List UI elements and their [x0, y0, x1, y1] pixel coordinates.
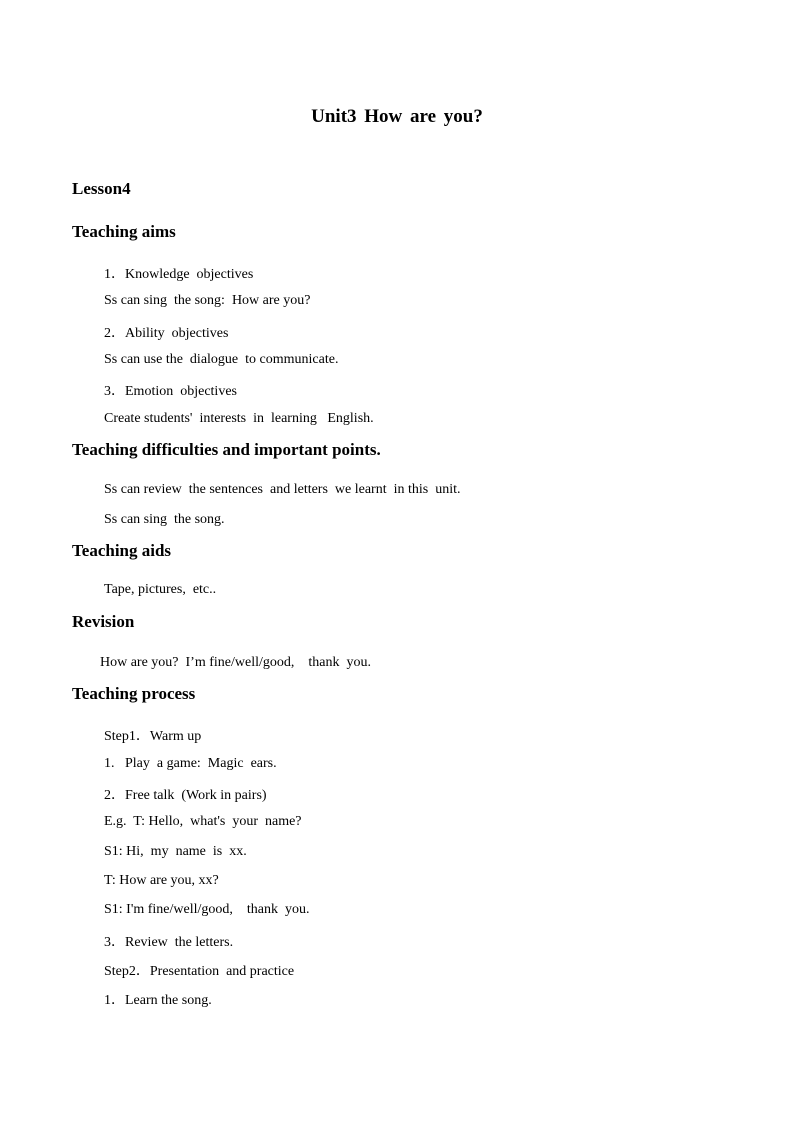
- difficulties-line: Ss can review the sentences and letters we learnt in this unit.: [104, 482, 461, 497]
- document-title: Unit3 How are you?: [311, 106, 483, 127]
- process-line: 2．Free talk (Work in pairs): [104, 788, 267, 803]
- aids-line: Tape, pictures, etc..: [104, 582, 217, 597]
- aims-line: 2．Ability objectives: [104, 326, 229, 341]
- process-line: Step2．Presentation and practice: [104, 964, 295, 979]
- teaching-difficulties-heading: Teaching difficulties and important points.: [72, 440, 381, 459]
- teaching-aims-heading: Teaching aims: [72, 222, 176, 241]
- process-line: 1. Play a game: Magic ears.: [104, 756, 277, 771]
- process-line: 1．Learn the song.: [104, 993, 212, 1008]
- process-line: S1: Hi, my name is xx.: [104, 844, 247, 859]
- aims-line: Ss can use the dialogue to communicate.: [104, 352, 339, 367]
- aims-line: Ss can sing the song: How are you?: [104, 293, 311, 308]
- revision-heading: Revision: [72, 612, 135, 631]
- process-line: E.g. T: Hello, what's your name?: [104, 814, 302, 829]
- revision-line: How are you? I’m fine/well/good, thank you.: [100, 655, 371, 670]
- process-line: 3．Review the letters.: [104, 935, 234, 950]
- process-line: S1: I'm fine/well/good, thank you.: [104, 902, 310, 917]
- aims-line: Create students' interests in learning English.: [104, 411, 374, 426]
- teaching-aids-heading: Teaching aids: [72, 541, 172, 560]
- teaching-process-heading: Teaching process: [72, 684, 196, 703]
- difficulties-line: Ss can sing the song.: [104, 512, 225, 527]
- aims-line: 1．Knowledge objectives: [104, 267, 254, 282]
- lesson-heading: Lesson4: [72, 179, 131, 198]
- aims-line: 3．Emotion objectives: [104, 384, 237, 399]
- process-line: T: How are you, xx?: [104, 873, 219, 888]
- process-line: Step1．Warm up: [104, 729, 202, 744]
